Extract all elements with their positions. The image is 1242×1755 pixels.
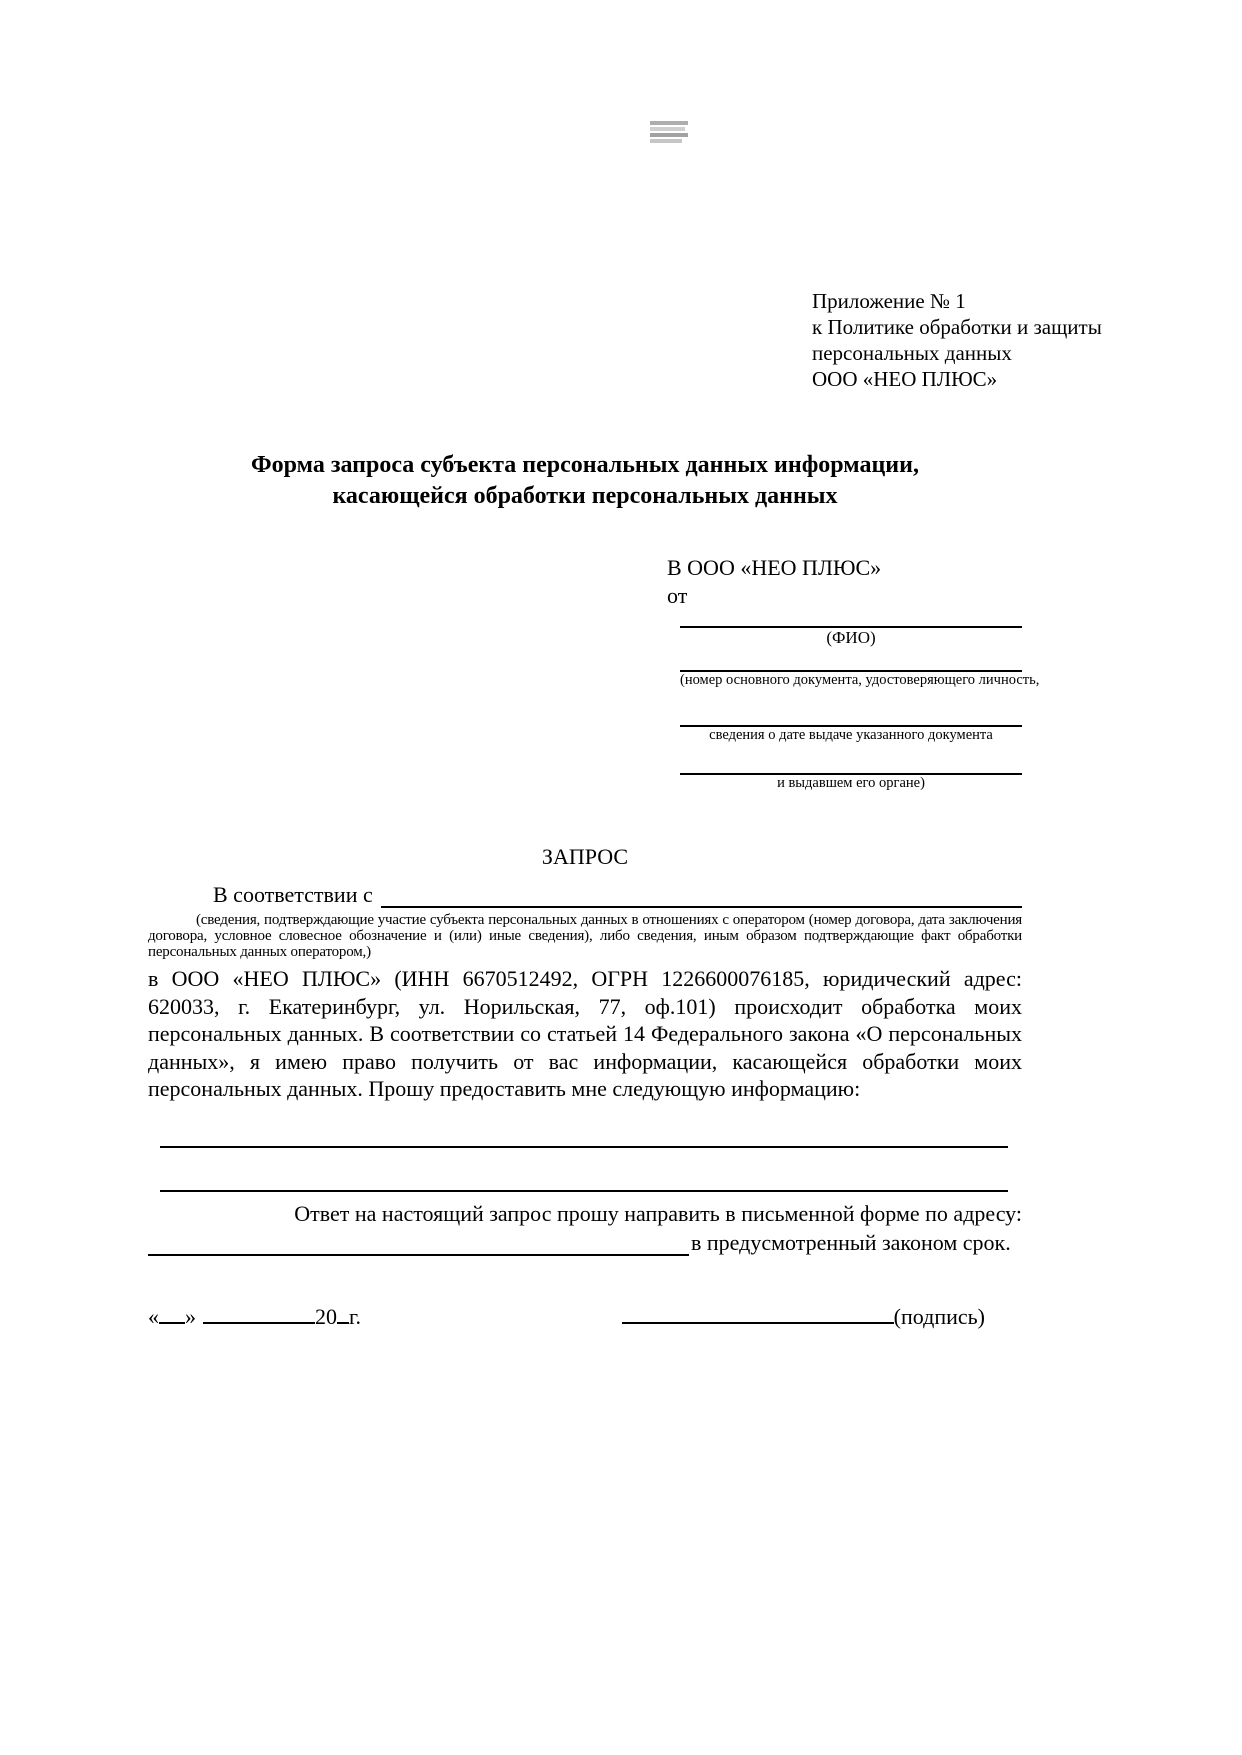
fio-blank-line	[680, 610, 1022, 628]
date-quote-open: «	[148, 1304, 159, 1329]
issuing-authority-blank-line	[680, 744, 1022, 775]
intro-blank-line	[381, 881, 1022, 908]
issue-date-blank-line	[680, 689, 1022, 727]
signature-row	[148, 1300, 1022, 1332]
doc-number-caption: (номер основного документа, удостоверяющего личность,	[680, 672, 1040, 688]
fio-caption: (ФИО)	[826, 628, 876, 647]
reply-address-text: Ответ на настоящий запрос прошу направить в письменной форме по адресу:	[294, 1200, 1022, 1226]
form-title-line2: касающейся обработки персональных данных	[332, 483, 838, 509]
appendix-line: ООО «НЕО ПЛЮС»	[812, 367, 998, 391]
request-heading: ЗАПРОС	[541, 844, 629, 869]
appendix-line: к Политике обработки и защиты	[812, 315, 1102, 339]
issuing-authority-caption: и выдавшем его органе)	[777, 775, 925, 791]
intro-text: В соответствии с	[213, 882, 373, 907]
signature-field	[622, 1300, 985, 1332]
form-title-line1: Форма запроса субъекта персональных данных информации,	[251, 452, 919, 478]
form-title	[148, 450, 1022, 512]
signature-caption: (подпись)	[893, 1304, 985, 1329]
issuing-authority-field	[680, 744, 1022, 775]
logo-icon	[650, 121, 688, 147]
reply-term-text: в предусмотренный законом срок.	[691, 1229, 1011, 1255]
issue-date-caption: сведения о дате выдаче указанного документа	[709, 727, 993, 743]
info-blank-line-1	[160, 1146, 1008, 1148]
intro-line	[148, 881, 1022, 908]
appendix-line: Приложение № 1	[812, 289, 966, 313]
issue-date-field	[680, 689, 1022, 727]
appendix-line: персональных данных	[812, 341, 1012, 365]
date-year-blank	[337, 1300, 349, 1324]
date-year-prefix: 20	[315, 1304, 337, 1329]
reply-address-line	[148, 1229, 1022, 1256]
info-blank-line-2	[160, 1190, 1008, 1192]
doc-number-blank-line	[680, 648, 1022, 672]
date-quote-close: »	[185, 1304, 196, 1329]
fio-field	[680, 610, 1022, 628]
addressee-block	[667, 554, 1040, 792]
doc-number-field	[680, 648, 1022, 672]
reply-address-blank-line	[148, 1229, 689, 1256]
date-field	[148, 1300, 361, 1332]
date-year-suffix: г.	[349, 1304, 362, 1329]
request-body-text: в ООО «НЕО ПЛЮС» (ИНН 6670512492, ОГРН 1226600076185, юридический адрес: 620033, г. Екатеринбург, ул. Норильская, 77, оф.101) происходит обработка моих персональных данных. В соответствии со статьей 14 Федерального закона «О персональных данных», я имею право получить от вас информации, касающейся обработки моих персональных данных. Прошу предоставить мне следующую информацию:	[148, 966, 1022, 1101]
footnote-text: (сведения, подтверждающие участие субъекта персональных данных в отношениях с оператором (номер договора, дата заключения договора, условное словесное обозначение и (или) иные сведения), либо сведения, иным образом подтверждающие факт обработки персональных данных оператором,)	[148, 912, 1022, 960]
date-month-blank	[203, 1300, 315, 1324]
date-day-blank	[159, 1300, 185, 1324]
request-section	[148, 844, 1022, 1256]
signature-blank-line	[622, 1300, 894, 1324]
addressee-from-label: от	[667, 583, 688, 608]
addressee-to: В ООО «НЕО ПЛЮС»	[667, 555, 882, 580]
appendix-block	[812, 288, 1102, 392]
